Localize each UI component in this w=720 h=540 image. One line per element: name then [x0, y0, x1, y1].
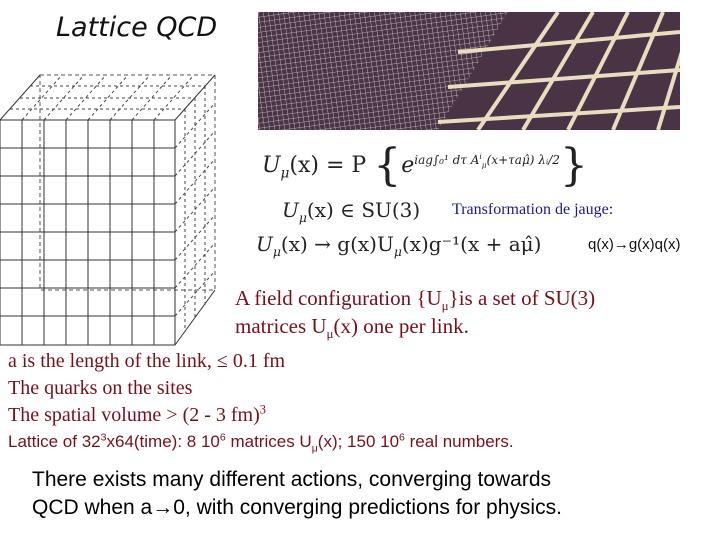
conclusion-line-1: There exists many different actions, converging towards	[32, 468, 552, 491]
lattice-mesh-photo	[258, 12, 680, 130]
su3-membership-equation: $U_\mu(x)$ ∈ SU(3)	[282, 198, 421, 225]
gauge-transformation-equation: $U_\mu(x) \to g(x)U_\mu(x)g^{-1}(x$ + aμ̂)	[256, 232, 542, 259]
conclusion-line-2: QCD when a→0, with converging predictions for physics.	[32, 496, 562, 519]
volume-fact: The spatial volume > (2 - 3 fm)$^3$	[8, 402, 266, 426]
wilson-line-equation: $U_\mu(x) = P$ $\{e^{iag\int_0^1 d\tau A^i_\mu(x+\tau a\mû) \lambda ᵢ/2}\}$	[262, 140, 588, 191]
transformation-label: Transformation de jauge:	[452, 201, 614, 218]
lattice-facts	[8, 348, 285, 429]
conclusion-text	[32, 466, 562, 522]
field-config-line2: matrices $U_\mu(x)$ one per link.	[235, 314, 469, 342]
field-config-line1: A field configuration $\{U_\mu\}is$ a set of SU(3)	[235, 286, 596, 314]
quarks-fact: The quarks on the sites	[8, 377, 193, 399]
quark-transformation: q(x)→g(x)q(x)	[588, 236, 681, 253]
lattice-cube-diagram	[0, 60, 230, 350]
link-length-fact: a is the length of the link, ≤ 0.1 fm	[8, 350, 286, 372]
lattice-size-text: Lattice of $32^3x64(time)$: 8 $10^6$ matrices $U_\mu(x)$; 150 $10^6$ real numbers.	[8, 431, 514, 455]
slide-title: Lattice QCD	[56, 12, 218, 43]
mesh-image	[258, 12, 680, 130]
field-configuration-text	[235, 284, 595, 340]
